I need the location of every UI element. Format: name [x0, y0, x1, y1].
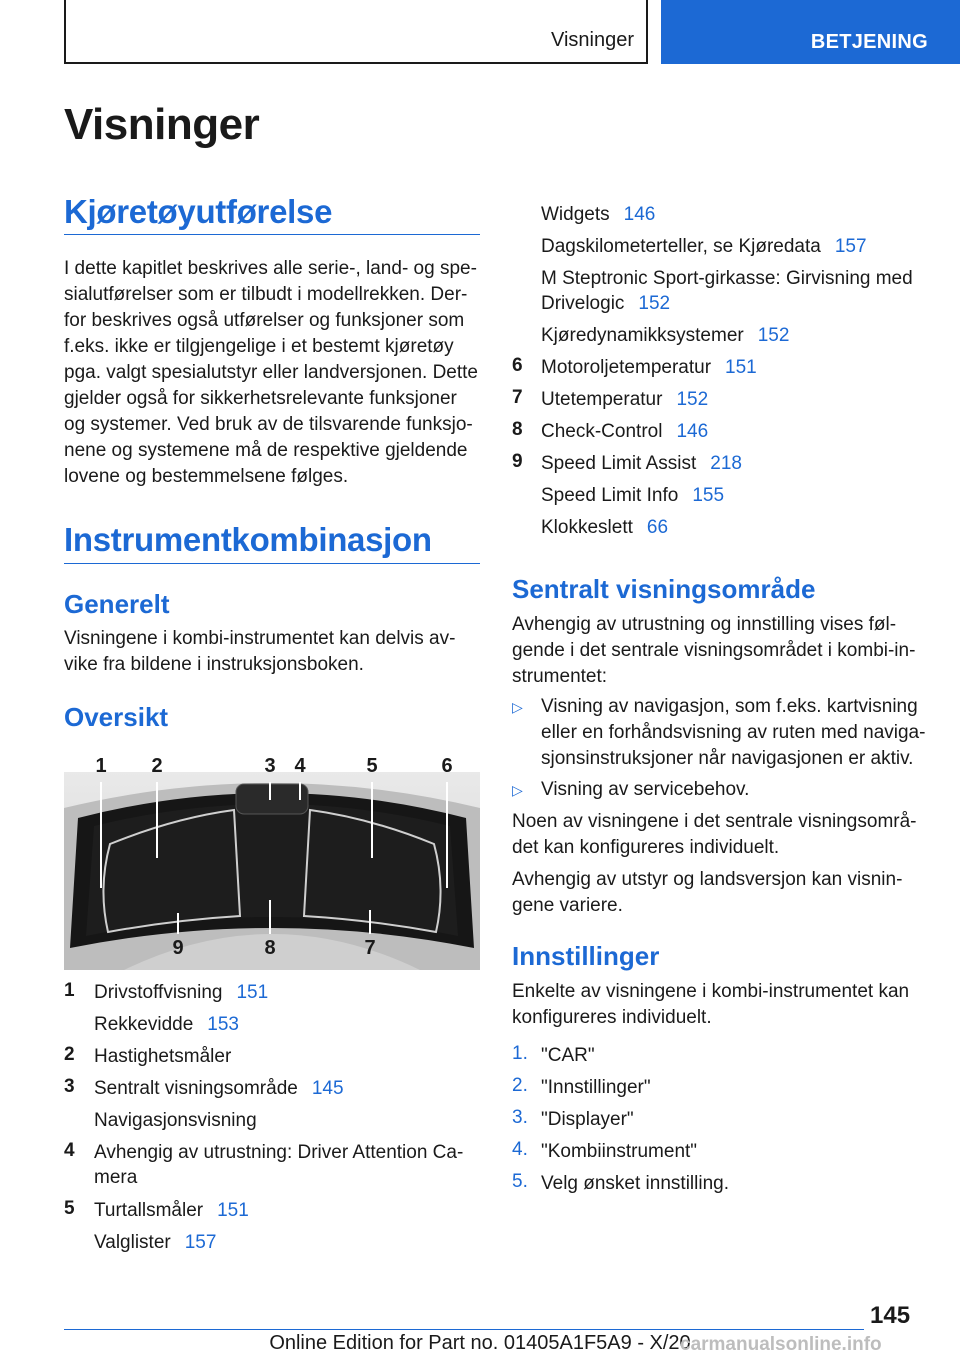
item-text: Klokkeslett	[541, 517, 633, 538]
page-ref-link[interactable]: 152	[638, 293, 671, 314]
callout-6: 6	[441, 755, 453, 777]
list-item	[94, 1165, 137, 1190]
item-text: Rekkevidde	[94, 1014, 194, 1035]
list-item	[541, 515, 668, 540]
footer-edition: Online Edition for Part no. 01405A1F5A9 - X/20	[269, 1332, 691, 1354]
item-number: 3	[64, 1076, 75, 1097]
text-line: gene variere.	[512, 895, 623, 916]
item-number: 4	[64, 1140, 75, 1161]
list-item	[541, 419, 708, 444]
page-ref-link[interactable]: 153	[207, 1014, 239, 1035]
step-number: 5.	[512, 1171, 528, 1192]
text-line: eller en forhåndsvisning av ruten med naviga-	[541, 722, 926, 743]
text-line: strumentet:	[512, 666, 608, 687]
instrument-cluster-illustration	[64, 748, 480, 970]
item-text: Navigasjonsvisning	[94, 1110, 257, 1131]
item-text: Check-Control	[541, 421, 663, 442]
step-text: Velg ønsket innstilling.	[541, 1173, 729, 1194]
text-line: nene og systemene må de respektive gjeldende	[64, 440, 468, 461]
item-number: 5	[64, 1198, 75, 1219]
callout-8: 8	[264, 937, 276, 959]
bullet-triangle-icon: ▷	[512, 699, 523, 715]
callout-3: 3	[264, 755, 276, 777]
item-text: Drivelogic	[541, 293, 625, 314]
callout-1: 1	[95, 755, 107, 777]
watermark: carmanualsonline.info	[680, 1334, 882, 1355]
list-item	[541, 323, 789, 348]
list-item	[541, 355, 757, 380]
bullet-item	[541, 777, 941, 803]
heading-kjoretoyutforelse: Kjøretøyutførelse	[64, 193, 333, 230]
text-line: konfigureres individuelt.	[512, 1007, 712, 1028]
page-title: Visninger	[64, 100, 260, 149]
list-item	[541, 202, 655, 227]
list-item	[94, 1140, 463, 1165]
text-line: sialutførelser som er tilbudt i modellrekken. Der-	[64, 284, 468, 305]
text-line: pga. valgt spesialutstyr eller landversjonen. Dette	[64, 362, 479, 383]
text-line: lovene og bestemmelsene følges.	[64, 466, 349, 487]
text-line: Visningene i kombi-instrumentet kan delvis av-	[64, 628, 456, 649]
text-line: gjelder også for sikkerhetsrelevante funksjoner	[64, 388, 457, 409]
heading-sentralt-visningsomrade: Sentralt visningsområde	[512, 574, 816, 604]
step-number: 4.	[512, 1139, 528, 1160]
step-text: "CAR"	[541, 1045, 595, 1066]
item-text: M Steptronic Sport-girkasse: Girvisning med	[541, 268, 913, 289]
page-ref-link[interactable]: 157	[834, 236, 867, 257]
step-text: "Innstillinger"	[541, 1077, 651, 1098]
paragraph-generelt	[64, 626, 484, 678]
header-section-label: BETJENING	[810, 31, 928, 53]
text-line: sjonsinstruksjoner når navigasjonen er aktiv.	[541, 748, 914, 769]
callout-7: 7	[364, 937, 376, 959]
heading-innstillinger: Innstillinger	[512, 941, 660, 971]
header-left-box	[64, 0, 648, 64]
step-text: "Displayer"	[541, 1109, 634, 1130]
item-number: 9	[512, 451, 523, 472]
page-ref-link[interactable]: 151	[217, 1200, 249, 1221]
text-line: Noen av visningene i det sentrale visningsområ-	[512, 811, 917, 832]
text-line: I dette kapitlet beskrives alle serie-, land- og spe-	[64, 258, 477, 279]
text-line: Avhengig av utstyr og landsversjon kan visnin-	[512, 869, 903, 890]
page-ref-link[interactable]: 146	[623, 204, 656, 225]
page-ref-link[interactable]: 151	[236, 982, 269, 1003]
item-number: 7	[512, 387, 523, 408]
step-text: "Kombiinstrument"	[541, 1141, 698, 1162]
list-item	[94, 1012, 239, 1037]
page-ref-link[interactable]: 152	[757, 325, 790, 346]
list-item	[541, 387, 708, 412]
bullet-item	[541, 694, 941, 772]
item-number: 1	[64, 980, 75, 1001]
page-ref-link[interactable]: 157	[184, 1232, 217, 1253]
item-text: Dagskilometerteller, se Kjøredata	[541, 236, 821, 257]
header-section-tab	[661, 0, 960, 64]
paragraph-sentralt-3	[512, 867, 942, 919]
heading-instrumentkombinasjon: Instrumentkombinasjon	[64, 521, 432, 558]
paragraph-innstillinger	[512, 979, 942, 1031]
page-ref-link[interactable]: 145	[311, 1078, 344, 1099]
page-ref-link[interactable]: 146	[676, 421, 709, 442]
page-ref-link[interactable]: 151	[725, 357, 757, 378]
list-item	[541, 483, 724, 508]
list-item	[541, 451, 742, 476]
list-item	[94, 1076, 344, 1101]
footer-rule	[64, 1329, 864, 1330]
text-line: Enkelte av visningene i kombi-instrumentet kan	[512, 981, 910, 1002]
text-line: vike fra bildene i instruksjonsboken.	[64, 654, 364, 675]
list-item	[94, 1198, 249, 1223]
item-text: Sentralt visningsområde	[94, 1078, 298, 1099]
item-text: Hastighetsmåler	[94, 1046, 232, 1067]
text-line: og systemer. Ved bruk av de tilsvarende funksjo-	[64, 414, 473, 435]
callout-9: 9	[172, 937, 184, 959]
paragraph-sentralt-2	[512, 809, 942, 861]
step-number: 1.	[512, 1043, 528, 1064]
list-item	[94, 980, 268, 1005]
text-line: det kan konfigureres individuelt.	[512, 837, 780, 858]
item-text: mera	[94, 1167, 138, 1188]
heading-rule	[64, 234, 480, 235]
paragraph-kjoretoyutforelse	[64, 256, 484, 490]
step-number: 2.	[512, 1075, 528, 1096]
item-number: 6	[512, 355, 523, 376]
item-text: Utetemperatur	[541, 389, 663, 410]
page-ref-link[interactable]: 152	[676, 389, 709, 410]
text-line: Visning av servicebehov.	[541, 779, 750, 800]
page-ref-link[interactable]: 218	[710, 453, 742, 474]
list-item	[94, 1230, 216, 1255]
item-number: 8	[512, 419, 523, 440]
text-line: f.eks. ikke er tilgjengelige i et bestemt kjøretøy	[64, 336, 454, 357]
item-text: Speed Limit Assist	[541, 453, 697, 474]
header-title: Visninger	[550, 29, 634, 51]
list-item	[541, 291, 670, 316]
list-item	[541, 266, 913, 291]
item-text: Motoroljetemperatur	[541, 357, 712, 378]
page-number: 145	[870, 1302, 911, 1329]
item-text: Widgets	[541, 204, 610, 225]
item-text: Kjøredynamikksystemer	[541, 325, 744, 346]
item-text: Turtallsmåler	[94, 1200, 204, 1221]
text-line: Visning av navigasjon, som f.eks. kartvisning	[541, 696, 918, 717]
list-item	[94, 1108, 257, 1133]
item-text: Speed Limit Info	[541, 485, 679, 506]
callout-2: 2	[151, 755, 163, 777]
step-number: 3.	[512, 1107, 528, 1128]
list-item	[541, 234, 867, 259]
heading-generelt: Generelt	[64, 589, 170, 619]
paragraph-sentralt-intro	[512, 612, 942, 690]
page-ref-link[interactable]: 66	[646, 517, 669, 538]
heading-oversikt: Oversikt	[64, 702, 169, 732]
item-number: 2	[64, 1044, 75, 1065]
callout-5: 5	[366, 755, 378, 777]
text-line: Avhengig av utrustning og innstilling vises føl-	[512, 614, 897, 635]
text-line: gende i det sentrale visningsområdet i kombi-in-	[512, 640, 916, 661]
item-text: Avhengig av utrustning: Driver Attention Ca-	[94, 1142, 464, 1163]
list-item	[94, 1044, 231, 1069]
text-line: for beskrives også utførelser og funksjoner som	[64, 310, 465, 331]
bullet-triangle-icon: ▷	[512, 782, 523, 798]
page-ref-link[interactable]: 155	[692, 485, 725, 506]
item-text: Valglister	[94, 1232, 171, 1253]
callout-4: 4	[294, 755, 306, 777]
heading-rule	[64, 563, 480, 564]
item-text: Drivstoffvisning	[94, 982, 223, 1003]
